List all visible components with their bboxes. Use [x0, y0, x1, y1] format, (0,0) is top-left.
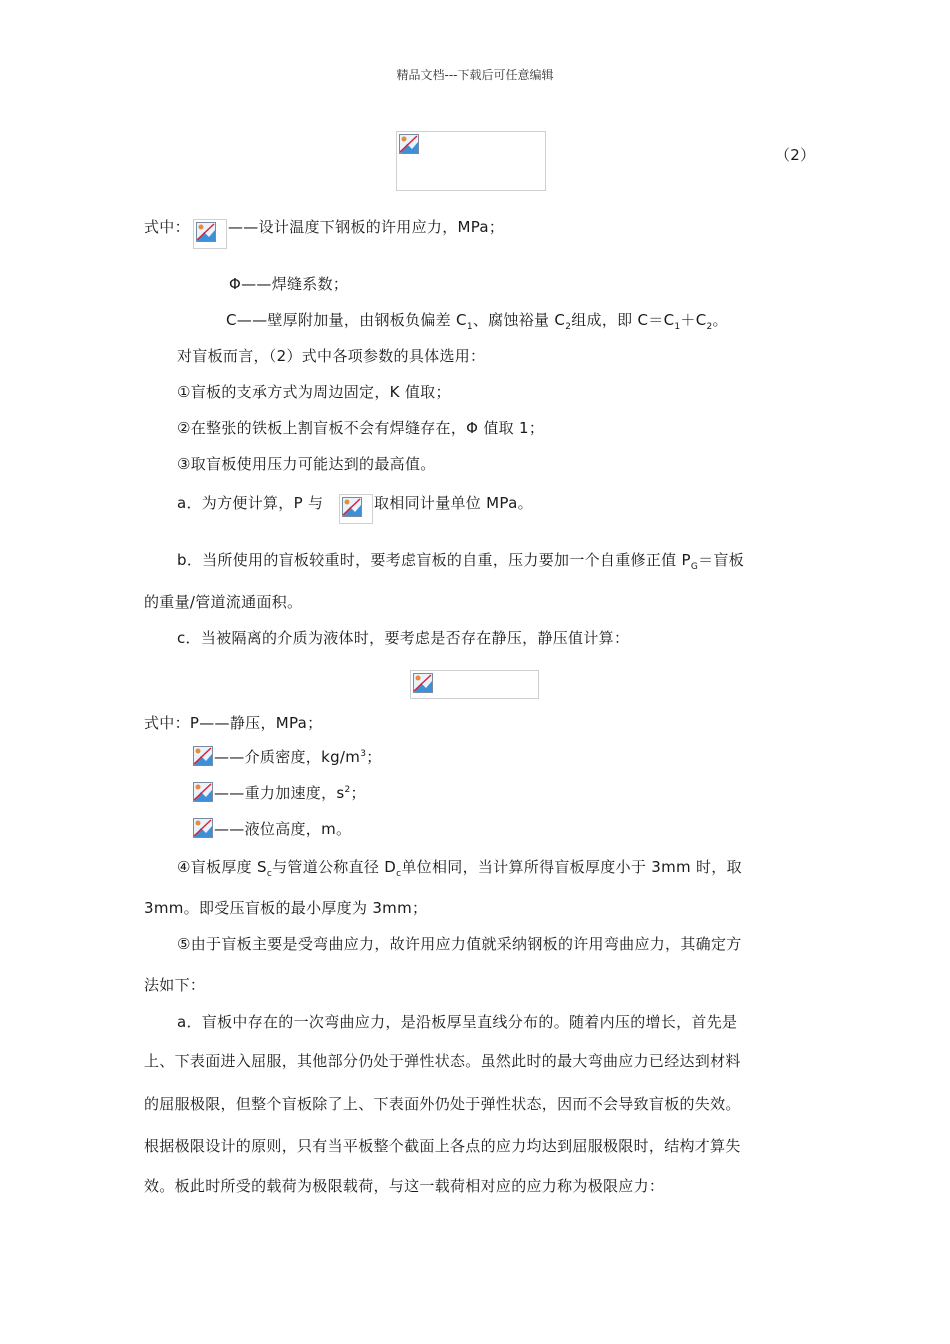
symbol-image-rho [193, 746, 213, 768]
broken-image-icon [342, 497, 362, 517]
list-item-2: ②在整张的铁板上割盲板不会有焊缝存在，Φ 值取 1； [177, 419, 545, 437]
symbol-image-h [193, 818, 213, 840]
broken-image-icon [193, 782, 213, 802]
symbol-image-g [193, 782, 213, 804]
list-item-b-line2: 的重量/管道流通面积。 [144, 593, 303, 611]
def-p: 式中：P——静压，MPa； [144, 714, 323, 732]
def-g: ——重力加速度，$s^2$； [214, 784, 366, 802]
list-item-5-line2: 法如下： [144, 976, 206, 994]
paragraph-line: 根据极限设计的原则，只有当平板整个截面上各点的应力均达到屈服极限时，结构才算失 [144, 1137, 741, 1155]
list-item-4-line2: 3mm。即受压盲板的最小厚度为 3mm； [144, 899, 428, 917]
paragraph-line: 上、下表面进入屈服，其他部分仍处于弹性状态。虽然此时的最大弯曲应力已经达到材料 [144, 1052, 741, 1070]
def-sigma: ——设计温度下钢板的许用应力，MPa； [228, 218, 505, 236]
symbol-image-sigma [193, 219, 227, 249]
list-item-1: ①盲板的支承方式为周边固定，K 值取； [177, 383, 451, 401]
def-prefix: 式中： [144, 218, 190, 236]
broken-image-icon [193, 746, 213, 766]
broken-image-icon [413, 673, 433, 693]
list-item-4-line1: ④盲板厚度 $S_c$与管道公称直径 $D_c$单位相同，当计算所得盲板厚度小于 3mm 时，取 [177, 858, 742, 879]
list-item-a-post: 取相同计量单位 MPa。 [374, 494, 533, 512]
list-item-5-line1: ⑤由于盲板主要是受弯曲应力，故许用应力值就采纳钢板的许用弯曲应力，其确定方 [177, 935, 742, 953]
broken-image-icon [193, 818, 213, 838]
def-phi: Φ——焊缝系数； [229, 275, 349, 293]
page-header: 精品文档---下载后可任意编辑 [396, 68, 554, 82]
def-h: ——液位高度，m。 [214, 820, 352, 838]
list-item-c: c．当被隔离的介质为液体时，要考虑是否存在静压，静压值计算： [177, 629, 630, 647]
def-c: C——壁厚附加量，由钢板负偏差 $C_1$、腐蚀裕量 $C_2$组成，即 $C=C_1+C_2$。 [226, 311, 728, 332]
symbol-image-sigma-inline [339, 494, 373, 524]
formula-image-static-pressure [410, 670, 539, 699]
list-item-3: ③取盲板使用压力可能达到的最高值。 [177, 455, 436, 473]
broken-image-icon [399, 134, 419, 154]
broken-image-icon [196, 222, 216, 242]
paragraph-line: a．盲板中存在的一次弯曲应力，是沿板厚呈直线分布的。随着内压的增长，首先是 [177, 1013, 738, 1031]
formula-number: （2） [775, 146, 816, 164]
def-rho: ——介质密度，$kg/m^3$； [214, 748, 382, 766]
paragraph-line: 的屈服极限，但整个盲板除了上、下表面外仍处于弹性状态，因而不会导致盲板的失效。 [144, 1095, 741, 1113]
list-item-b-line1: b．当所使用的盲板较重时，要考虑盲板的自重，压力要加一个自重修正值 $P_G=$盲板 [177, 551, 745, 572]
list-item-a-pre: a．为方便计算，P 与 [177, 494, 324, 512]
paragraph-line: 效。板此时所受的载荷为极限载荷，与这一载荷相对应的应力称为极限应力： [144, 1177, 665, 1195]
formula-image-2 [396, 131, 546, 191]
paragraph-intro: 对盲板而言，（2）式中各项参数的具体选用： [177, 347, 486, 365]
